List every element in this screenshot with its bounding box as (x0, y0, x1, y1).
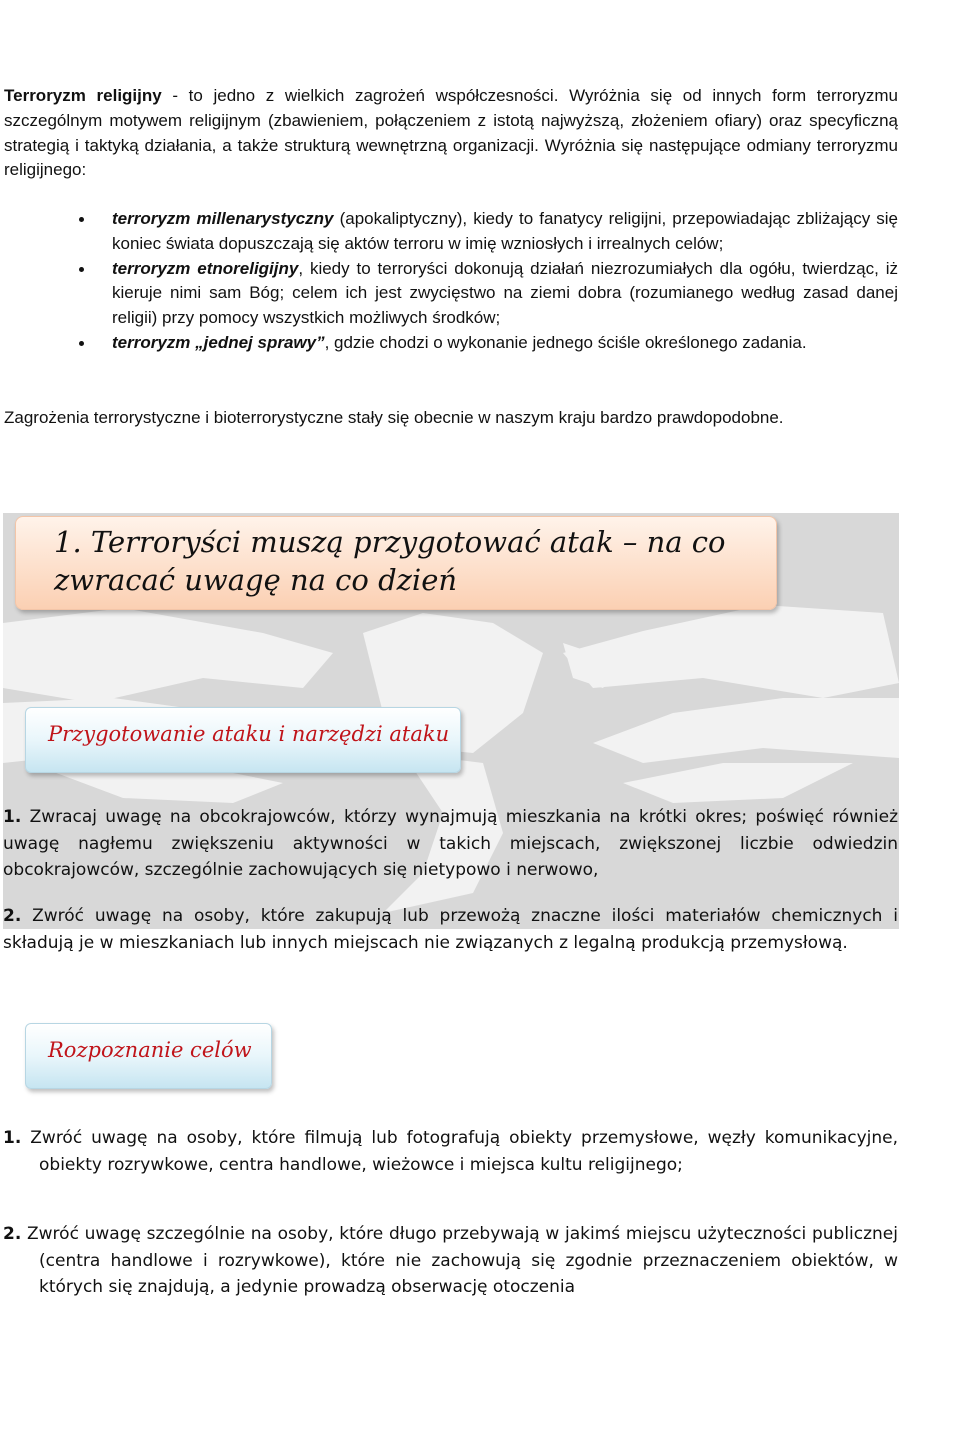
item-text: Zwróć uwagę szczególnie na osoby, które długo przebywają w jakimś miejscu użyteczności publicznej (centra handlowe i rozrywkowe), które nie zachowują się zgodnie przeznaczeniem obiektów, w których się znajdują, a jedynie prowadzą obserwację otoczenia (21, 1224, 898, 1297)
section-label-recognition (25, 1023, 272, 1089)
item-number: 2. (3, 906, 22, 926)
type-term: terroryzm millenarystyczny (112, 209, 334, 228)
item-text: Zwracaj uwagę na obcokrajowców, którzy wynajmują mieszkania na krótki okres; poświęć również uwagę nagłemu zwiększeniu aktywności w takich miejscach, zwiększonej liczbie odwiedzin obcokrajowców, szczególnie zachowujących się nietypowo i nerwowo, (3, 807, 898, 880)
recognition-item-1 (3, 1125, 898, 1178)
banner-title: 1. Terroryści muszą przygotować atak – na co zwracać uwagę na co dzień (54, 525, 726, 597)
intro-paragraph (4, 84, 898, 183)
list-item (76, 207, 898, 257)
section-label-preparation (25, 707, 461, 773)
intro-term: Terroryzm religijny (4, 86, 162, 105)
type-term: terroryzm „jednej sprawy” (112, 332, 325, 352)
preparation-item-2 (3, 903, 898, 956)
preparation-item-1 (3, 804, 898, 884)
recognition-item-2 (3, 1221, 898, 1301)
section-label-text: Rozpoznanie celów (48, 1038, 252, 1062)
list-item (76, 331, 898, 356)
item-number: 1. (3, 807, 22, 827)
type-text: , gdzie chodzi o wykonanie jednego ściśle określonego zadania. (324, 332, 807, 352)
type-term: terroryzm etnoreligijny (112, 258, 299, 278)
section-label-text: Przygotowanie ataku i narzędzi ataku (48, 722, 450, 746)
threat-paragraph: Zagrożenia terrorystyczne i bioterrorystyczne stały się obecnie w naszym kraju bardzo prawdopodobne. (4, 408, 784, 427)
item-text: Zwróć uwagę na osoby, które filmują lub fotografują obiekty przemysłowe, węzły komunikacyjne, obiekty rozrywkowe, centra handlowe, wieżowce i miejsca kultu religijnego; (21, 1128, 898, 1175)
item-text: Zwróć uwagę na osoby, które zakupują lub przewożą znaczne ilości materiałów chemicznych i składują je w mieszkaniach lub innych miejscach nie związanych z legalną produkcją przemysłową. (3, 906, 898, 953)
intro-text: - to jedno z wielkich zagrożeń współczesności. Wyróżnia się od innych form terroryzmu szczególnym motywem religijnym (zbawieniem, połączeniem z istotą najwyższą, złożeniem ofiary) oraz specyficzną strategią i taktyką działania, a także strukturą wewnętrzną organizacji. Wyróżnia się następujące odmiany terroryzmu religijnego: (4, 86, 898, 180)
list-item (76, 257, 898, 331)
section-banner (15, 516, 777, 610)
item-number: 1. (3, 1128, 22, 1148)
type-text: , kiedy to terroryści dokonują działań niezrozumiałych dla ogółu, twierdząc, iż kieruje nimi sam Bóg; celem ich jest zwycięstwo na ziemi dobra (rozumianego według zasad danej religii) przy pomocy wszystkich możliwych środków; (112, 258, 898, 328)
item-number: 2. (3, 1224, 22, 1244)
type-text: (apokaliptyczny), kiedy to fanatycy religijni, przepowiadając zbliżający się koniec świata dopuszczają się aktów terroru w imię wzniosłych i irrealnych celów; (112, 209, 899, 253)
terrorism-types-list (76, 207, 898, 356)
